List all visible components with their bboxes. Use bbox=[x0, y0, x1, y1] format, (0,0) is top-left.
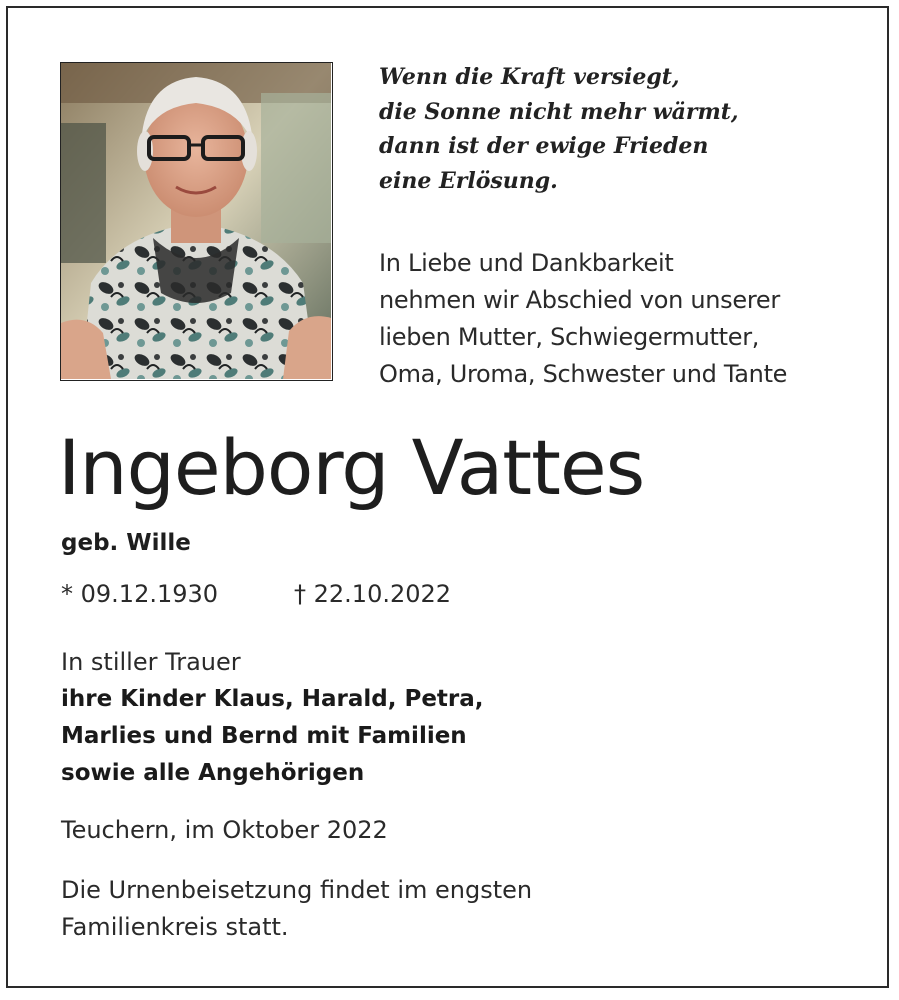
burial-note bbox=[61, 872, 621, 946]
note-line: Familienkreis statt. bbox=[61, 913, 289, 941]
farewell-text bbox=[379, 245, 889, 393]
portrait-photo bbox=[60, 62, 333, 381]
death-date: † 22.10.2022 bbox=[294, 580, 452, 608]
poem bbox=[379, 60, 879, 198]
farewell-line: lieben Mutter, Schwiegermutter, bbox=[379, 323, 760, 351]
mourners bbox=[61, 644, 621, 792]
place-date: Teuchern, im Oktober 2022 bbox=[61, 816, 388, 844]
birth-name: geb. Wille bbox=[61, 530, 191, 556]
deceased-name: Ingeborg Vattes bbox=[58, 423, 645, 512]
birth-date: * 09.12.1930 bbox=[61, 580, 219, 608]
farewell-line: In Liebe und Dankbarkeit bbox=[379, 249, 674, 277]
portrait-image bbox=[61, 63, 331, 379]
poem-line: die Sonne nicht mehr wärmt, bbox=[379, 98, 739, 125]
mourner-line: Marlies und Bernd mit Familien bbox=[61, 723, 467, 749]
poem-line: dann ist der ewige Frieden bbox=[379, 133, 709, 159]
farewell-line: nehmen wir Abschied von unserer bbox=[379, 286, 780, 314]
farewell-line: Oma, Uroma, Schwester und Tante bbox=[379, 360, 788, 388]
note-line: Die Urnenbeisetzung findet im engsten bbox=[61, 876, 533, 904]
poem-line: eine Erlösung. bbox=[379, 167, 558, 194]
mourning-intro: In stiller Trauer bbox=[61, 648, 241, 676]
mourner-line: ihre Kinder Klaus, Harald, Petra, bbox=[61, 686, 484, 712]
poem-line: Wenn die Kraft versiegt, bbox=[379, 64, 680, 90]
mourner-line: sowie alle Angehörigen bbox=[61, 760, 365, 786]
